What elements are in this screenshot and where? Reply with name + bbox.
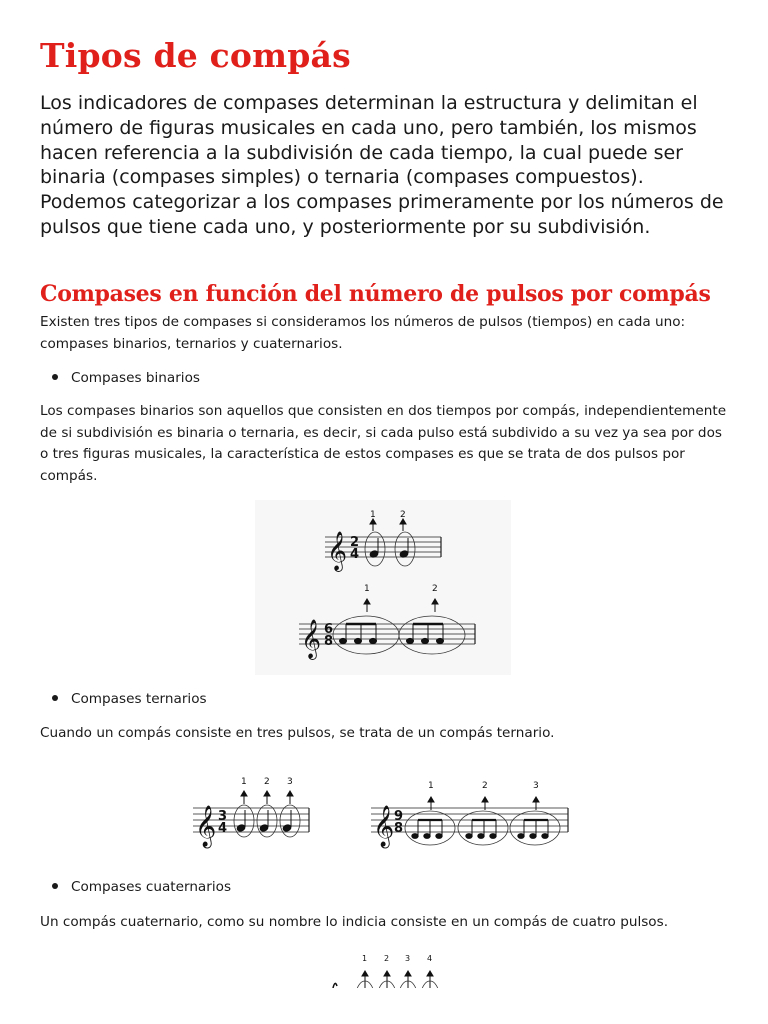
time-signature-top: 3: [218, 809, 228, 824]
beat-number: 2: [400, 510, 406, 520]
bullet-icon: [52, 695, 58, 701]
quarter-notes: [236, 810, 292, 832]
beat-circles: [356, 981, 439, 988]
treble-clef-icon: 𝄞: [327, 531, 348, 571]
beat-number: 4: [427, 954, 433, 963]
time-signature-bottom: 8: [394, 821, 404, 836]
ternary-measures-figure: [185, 770, 575, 860]
beat-number: 1: [364, 584, 370, 594]
beat-circles: [405, 811, 560, 845]
paragraph-cuaternarios: Un compás cuaternario, como su nombre lo indicia consiste en un compás de cuatro pulsos.: [40, 914, 669, 930]
treble-clef-icon: 𝄞: [301, 619, 322, 659]
treble-clef-icon: 𝄞: [195, 806, 217, 847]
beat-arrows: [362, 971, 433, 988]
time-signature-top: 9: [394, 809, 404, 824]
paragraph-ternarios: Cuando un compás consiste en tres pulsos, se trata de un compás ternario.: [40, 725, 555, 741]
time-signature-bottom: 4: [218, 821, 228, 836]
section-lead: Existen tres tipos de compases si consideramos los números de pulsos (tiempos) en cada uno: compases binarios, ternarios y cuaternarios.: [40, 314, 686, 352]
treble-clef-icon: 𝄞: [373, 806, 395, 847]
list-item-label: Compases cuaternarios: [71, 879, 232, 895]
binary-measures-figure: [255, 500, 511, 675]
beat-number: 1: [362, 954, 368, 963]
intro-paragraph: Los indicadores de compases determinan la estructura y delimitan el número de figuras musicales en cada uno, pero también, los mismos hacen referencia a la subdivisión de cada tiempo, la cual puede ser binaria (compases simples) o ternaria (compases compuestos). Podemos categorizar a los compases primeramente por los números de pulsos que tiene cada uno, y posteriormente por su subdivisión.: [40, 92, 724, 238]
list-item-binarios: [52, 370, 200, 386]
beat-arrows: [241, 791, 293, 804]
time-signature-bottom: 8: [324, 634, 334, 649]
beat-number: 2: [384, 954, 390, 963]
beat-number: 3: [405, 954, 411, 963]
list-item-ternarios: [52, 691, 207, 707]
list-item-label: Compases binarios: [71, 370, 200, 386]
beat-number: 1: [428, 781, 434, 791]
bullet-icon: [52, 883, 58, 889]
beat-number: 3: [287, 777, 293, 787]
time-signature-bottom: 4: [350, 547, 360, 562]
time-signature-top: 2: [350, 535, 360, 550]
figure-background: [255, 500, 511, 675]
eighth-notes: [412, 820, 548, 838]
beat-number: 2: [432, 584, 438, 594]
beat-number: 1: [370, 510, 376, 520]
list-item-label: Compases ternarios: [71, 691, 207, 707]
quaternary-measure-figure: [325, 950, 455, 988]
beat-number: 3: [533, 781, 539, 791]
page-title: Tipos de compás: [40, 36, 351, 75]
treble-clef-icon: [333, 983, 337, 988]
bullet-icon: [52, 374, 58, 380]
list-item-cuaternarios: [52, 879, 231, 895]
beat-number: 2: [264, 777, 270, 787]
beat-number: 2: [482, 781, 488, 791]
paragraph-binarios: Los compases binarios son aquellos que consisten en dos tiempos por compás, independientemente de si subdivisión es binaria o ternaria, es decir, si cada pulso está subdivido a su vez ya sea por dos o tres figuras musicales, la característica de estos compases es que se trata de dos pulsos por compás.: [40, 403, 727, 484]
time-signature-top: 6: [324, 622, 334, 637]
beat-number: 1: [241, 777, 247, 787]
section-heading: Compases en función del número de pulsos por compás: [40, 281, 711, 307]
